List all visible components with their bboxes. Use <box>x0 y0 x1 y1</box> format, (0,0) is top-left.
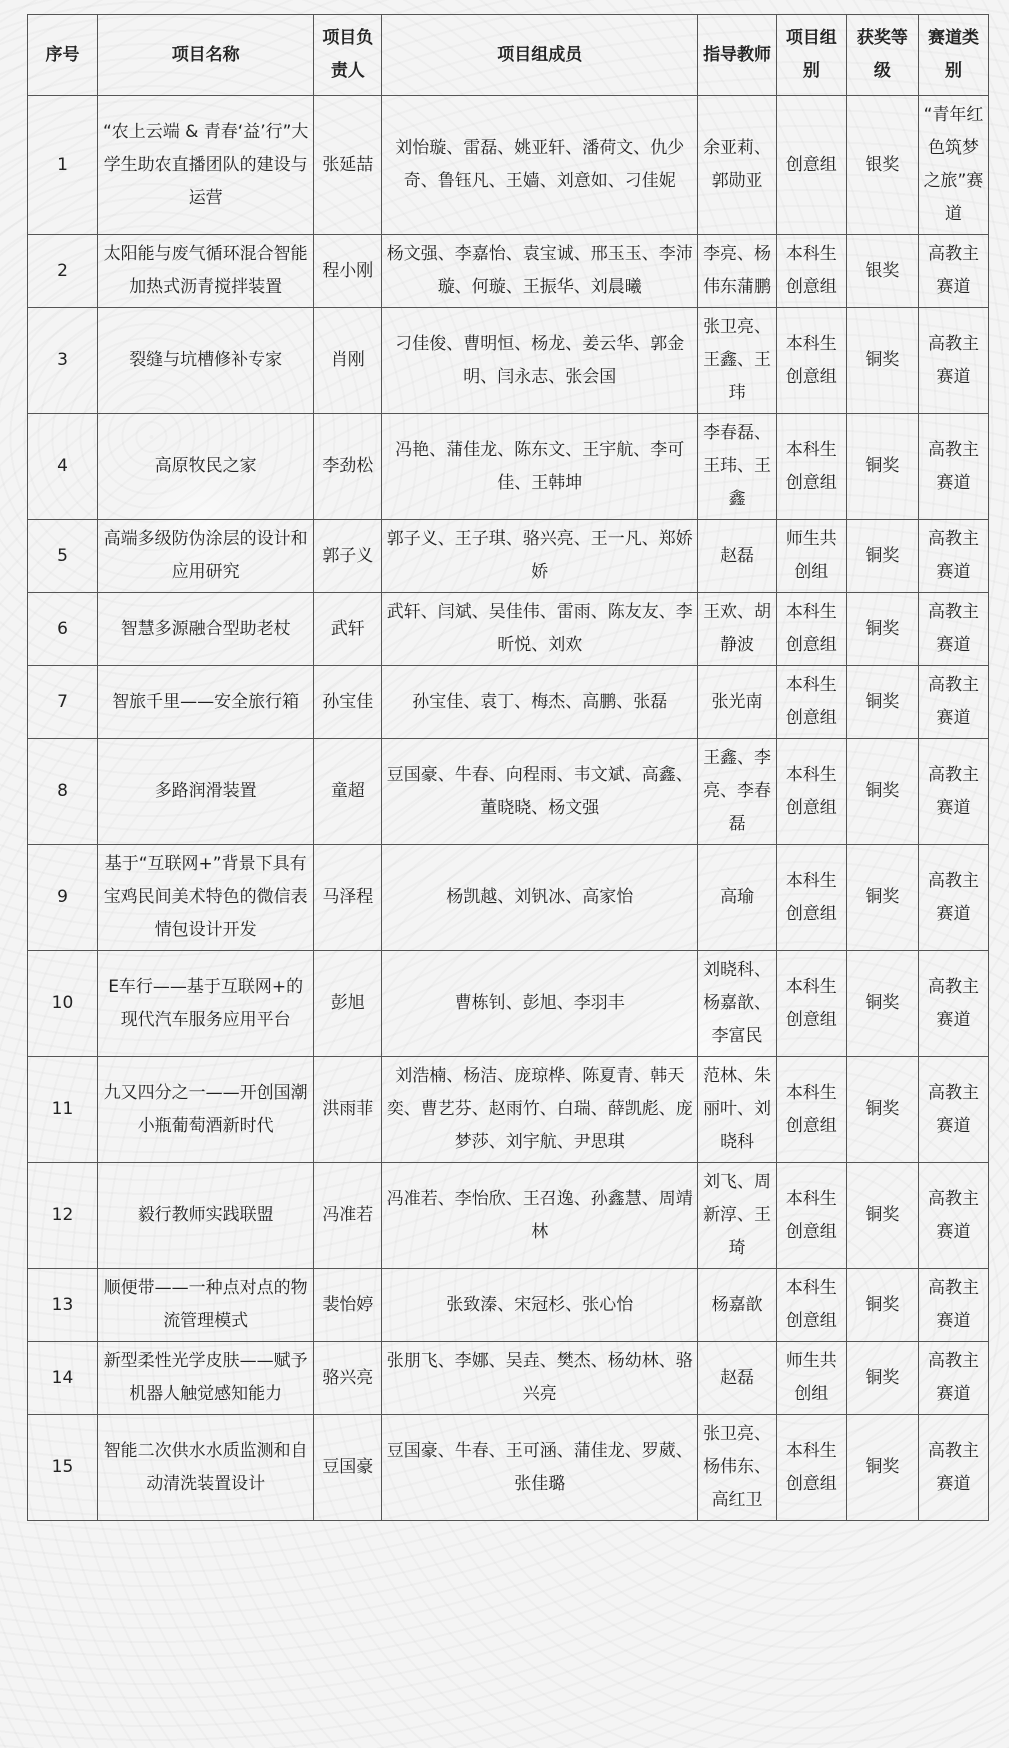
cell-group: 本科生创意组 <box>776 1415 846 1521</box>
table-header <box>28 15 989 96</box>
cell-teacher: 李春磊、王玮、王鑫 <box>698 414 776 520</box>
cell-award: 铜奖 <box>846 1269 918 1342</box>
cell-track: 高教主赛道 <box>918 951 988 1057</box>
cell-track: 高教主赛道 <box>918 593 988 666</box>
cell-members: 张朋飞、李娜、吴垚、樊杰、杨幼林、骆兴亮 <box>382 1342 698 1415</box>
header-row <box>28 15 989 96</box>
cell-project-name: 毅行教师实践联盟 <box>98 1163 314 1269</box>
cell-no: 5 <box>28 520 98 593</box>
cell-award: 银奖 <box>846 235 918 308</box>
cell-teacher: 张光南 <box>698 666 776 739</box>
table-row <box>28 96 989 235</box>
cell-members: 冯艳、蒲佳龙、陈东文、王宇航、李可佳、王韩坤 <box>382 414 698 520</box>
cell-no: 6 <box>28 593 98 666</box>
cell-group: 本科生创意组 <box>776 666 846 739</box>
cell-leader: 裴怡婷 <box>314 1269 382 1342</box>
table-row <box>28 593 989 666</box>
cell-teacher: 李亮、杨伟东蒲鹏 <box>698 235 776 308</box>
cell-members: 刁佳俊、曹明恒、杨龙、姜云华、郭金明、闫永志、张会国 <box>382 308 698 414</box>
header-no: 序号 <box>28 15 98 96</box>
cell-award: 铜奖 <box>846 593 918 666</box>
cell-track: 高教主赛道 <box>918 1415 988 1521</box>
header-award: 获奖等级 <box>846 15 918 96</box>
cell-leader: 洪雨菲 <box>314 1057 382 1163</box>
cell-leader: 程小刚 <box>314 235 382 308</box>
table-row <box>28 666 989 739</box>
cell-no: 3 <box>28 308 98 414</box>
cell-project-name: 智能二次供水水质监测和自动清洗装置设计 <box>98 1415 314 1521</box>
cell-leader: 彭旭 <box>314 951 382 1057</box>
cell-leader: 骆兴亮 <box>314 1342 382 1415</box>
table-row <box>28 1415 989 1521</box>
cell-members: 杨凯越、刘钒冰、高家怡 <box>382 845 698 951</box>
table-row <box>28 1057 989 1163</box>
cell-teacher: 高瑜 <box>698 845 776 951</box>
cell-track: 高教主赛道 <box>918 1269 988 1342</box>
cell-project-name: “农上云端 & 青春‘益’行”大学生助农直播团队的建设与运营 <box>98 96 314 235</box>
cell-no: 13 <box>28 1269 98 1342</box>
cell-group: 师生共创组 <box>776 520 846 593</box>
cell-track: 高教主赛道 <box>918 845 988 951</box>
cell-track: “青年红色筑梦之旅”赛道 <box>918 96 988 235</box>
table-row <box>28 414 989 520</box>
cell-leader: 冯准若 <box>314 1163 382 1269</box>
cell-teacher: 王鑫、李亮、李春磊 <box>698 739 776 845</box>
cell-group: 师生共创组 <box>776 1342 846 1415</box>
cell-members: 刘怡璇、雷磊、姚亚轩、潘荷文、仇少奇、鲁钰凡、王嫱、刘意如、刁佳妮 <box>382 96 698 235</box>
cell-teacher: 赵磊 <box>698 520 776 593</box>
cell-group: 本科生创意组 <box>776 593 846 666</box>
cell-teacher: 刘晓科、杨嘉歆、李富民 <box>698 951 776 1057</box>
cell-teacher: 杨嘉歆 <box>698 1269 776 1342</box>
cell-leader: 童超 <box>314 739 382 845</box>
header-track: 赛道类别 <box>918 15 988 96</box>
cell-no: 4 <box>28 414 98 520</box>
table-body <box>28 96 989 1521</box>
cell-teacher: 张卫亮、杨伟东、高红卫 <box>698 1415 776 1521</box>
cell-leader: 孙宝佳 <box>314 666 382 739</box>
cell-project-name: 智旅千里——安全旅行箱 <box>98 666 314 739</box>
table-row <box>28 739 989 845</box>
cell-teacher: 刘飞、周新淳、王琦 <box>698 1163 776 1269</box>
header-group: 项目组别 <box>776 15 846 96</box>
cell-members: 郭子义、王子琪、骆兴亮、王一凡、郑娇娇 <box>382 520 698 593</box>
awards-table <box>27 14 989 1521</box>
cell-group: 本科生创意组 <box>776 845 846 951</box>
cell-award: 铜奖 <box>846 845 918 951</box>
cell-leader: 马泽程 <box>314 845 382 951</box>
cell-track: 高教主赛道 <box>918 235 988 308</box>
cell-project-name: 多路润滑装置 <box>98 739 314 845</box>
cell-track: 高教主赛道 <box>918 1057 988 1163</box>
cell-members: 冯准若、李怡欣、王召逸、孙鑫慧、周靖林 <box>382 1163 698 1269</box>
cell-no: 12 <box>28 1163 98 1269</box>
cell-project-name: 基于“互联网+”背景下具有宝鸡民间美术特色的微信表情包设计开发 <box>98 845 314 951</box>
cell-teacher: 王欢、胡静波 <box>698 593 776 666</box>
cell-project-name: E车行——基于互联网+的现代汽车服务应用平台 <box>98 951 314 1057</box>
cell-no: 15 <box>28 1415 98 1521</box>
cell-project-name: 高端多级防伪涂层的设计和应用研究 <box>98 520 314 593</box>
cell-award: 铜奖 <box>846 1163 918 1269</box>
table-row <box>28 1269 989 1342</box>
cell-teacher: 张卫亮、王鑫、王玮 <box>698 308 776 414</box>
cell-project-name: 高原牧民之家 <box>98 414 314 520</box>
table-row <box>28 1163 989 1269</box>
cell-track: 高教主赛道 <box>918 520 988 593</box>
cell-track: 高教主赛道 <box>918 414 988 520</box>
cell-members: 豆国豪、牛春、向程雨、韦文斌、高鑫、董晓晓、杨文强 <box>382 739 698 845</box>
cell-leader: 武轩 <box>314 593 382 666</box>
cell-award: 银奖 <box>846 96 918 235</box>
table-row <box>28 520 989 593</box>
cell-no: 7 <box>28 666 98 739</box>
cell-track: 高教主赛道 <box>918 308 988 414</box>
cell-leader: 张延喆 <box>314 96 382 235</box>
cell-award: 铜奖 <box>846 739 918 845</box>
cell-award: 铜奖 <box>846 414 918 520</box>
table-row <box>28 951 989 1057</box>
cell-members: 孙宝佳、袁丁、梅杰、高鹏、张磊 <box>382 666 698 739</box>
cell-project-name: 智慧多源融合型助老杖 <box>98 593 314 666</box>
cell-leader: 李劲松 <box>314 414 382 520</box>
cell-project-name: 太阳能与废气循环混合智能加热式沥青搅拌装置 <box>98 235 314 308</box>
table-row <box>28 1342 989 1415</box>
cell-teacher: 范林、朱丽叶、刘晓科 <box>698 1057 776 1163</box>
cell-members: 曹栋钊、彭旭、李羽丰 <box>382 951 698 1057</box>
cell-group: 本科生创意组 <box>776 951 846 1057</box>
cell-group: 本科生创意组 <box>776 308 846 414</box>
cell-track: 高教主赛道 <box>918 1163 988 1269</box>
cell-project-name: 新型柔性光学皮肤——赋予机器人触觉感知能力 <box>98 1342 314 1415</box>
header-members: 项目组成员 <box>382 15 698 96</box>
cell-no: 1 <box>28 96 98 235</box>
cell-teacher: 余亚莉、郭勋亚 <box>698 96 776 235</box>
cell-members: 豆国豪、牛春、王可涵、蒲佳龙、罗葳、张佳璐 <box>382 1415 698 1521</box>
cell-members: 张致溱、宋冠杉、张心怡 <box>382 1269 698 1342</box>
cell-members: 杨文强、李嘉怡、袁宝诚、邢玉玉、李沛璇、何璇、王振华、刘晨曦 <box>382 235 698 308</box>
cell-project-name: 裂缝与坑槽修补专家 <box>98 308 314 414</box>
cell-award: 铜奖 <box>846 666 918 739</box>
cell-no: 2 <box>28 235 98 308</box>
table-row <box>28 308 989 414</box>
cell-teacher: 赵磊 <box>698 1342 776 1415</box>
cell-group: 本科生创意组 <box>776 1269 846 1342</box>
table-row <box>28 235 989 308</box>
cell-no: 10 <box>28 951 98 1057</box>
cell-group: 本科生创意组 <box>776 1057 846 1163</box>
header-leader: 项目负责人 <box>314 15 382 96</box>
cell-leader: 肖刚 <box>314 308 382 414</box>
cell-project-name: 顺便带——一种点对点的物流管理模式 <box>98 1269 314 1342</box>
cell-group: 本科生创意组 <box>776 235 846 308</box>
cell-no: 14 <box>28 1342 98 1415</box>
cell-group: 本科生创意组 <box>776 1163 846 1269</box>
cell-leader: 豆国豪 <box>314 1415 382 1521</box>
cell-award: 铜奖 <box>846 951 918 1057</box>
cell-award: 铜奖 <box>846 1415 918 1521</box>
cell-no: 11 <box>28 1057 98 1163</box>
cell-group: 创意组 <box>776 96 846 235</box>
header-teacher: 指导教师 <box>698 15 776 96</box>
header-name: 项目名称 <box>98 15 314 96</box>
cell-project-name: 九又四分之一——开创国潮小瓶葡萄酒新时代 <box>98 1057 314 1163</box>
table-row <box>28 845 989 951</box>
cell-group: 本科生创意组 <box>776 414 846 520</box>
cell-track: 高教主赛道 <box>918 739 988 845</box>
cell-award: 铜奖 <box>846 308 918 414</box>
cell-members: 武轩、闫斌、吴佳伟、雷雨、陈友友、李昕悦、刘欢 <box>382 593 698 666</box>
cell-no: 9 <box>28 845 98 951</box>
cell-leader: 郭子义 <box>314 520 382 593</box>
cell-no: 8 <box>28 739 98 845</box>
cell-group: 本科生创意组 <box>776 739 846 845</box>
cell-track: 高教主赛道 <box>918 666 988 739</box>
cell-members: 刘浩楠、杨洁、庞琼桦、陈夏青、韩天奕、曹艺芬、赵雨竹、白瑞、薛凯彪、庞梦莎、刘宇航、尹思琪 <box>382 1057 698 1163</box>
cell-award: 铜奖 <box>846 1057 918 1163</box>
cell-award: 铜奖 <box>846 520 918 593</box>
cell-award: 铜奖 <box>846 1342 918 1415</box>
cell-track: 高教主赛道 <box>918 1342 988 1415</box>
